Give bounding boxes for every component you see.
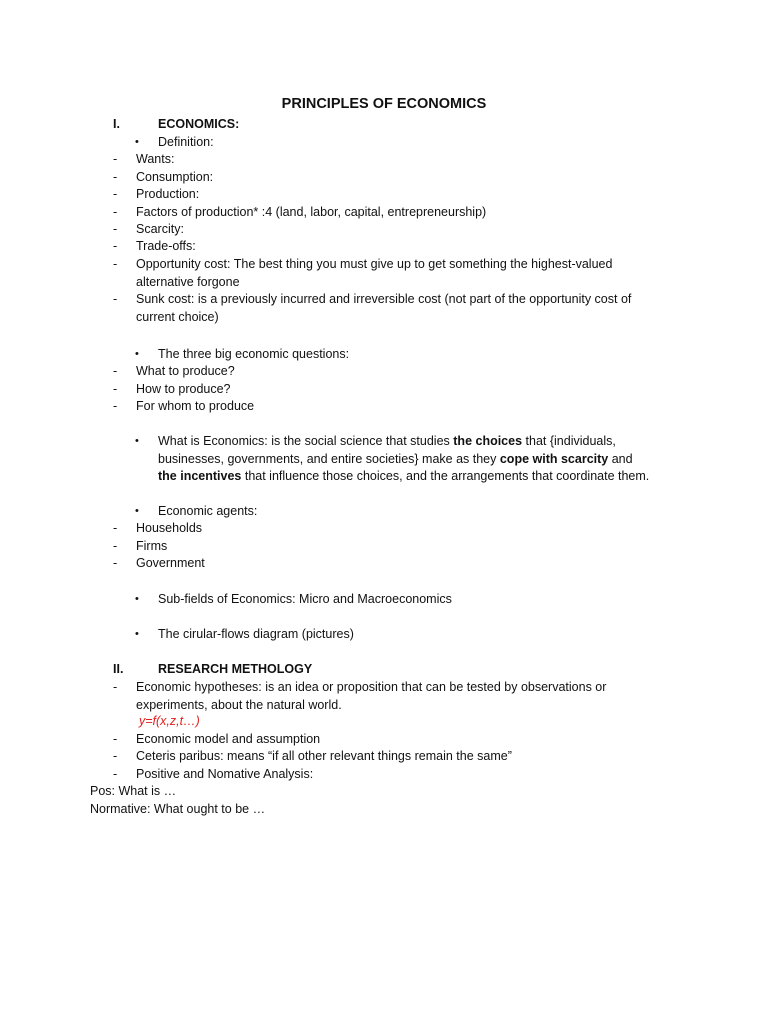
section-1-number: I. [113, 117, 120, 131]
dash-marker: - [113, 521, 118, 535]
list-item: Opportunity cost: The best thing you must give up to get something the highest-valued alternative forgone [136, 257, 613, 289]
dash-marker: - [113, 399, 118, 413]
list-item: Trade-offs: [136, 239, 196, 253]
dash-marker: - [113, 382, 118, 396]
dash-marker: - [113, 239, 118, 253]
list-item: Firms [136, 539, 168, 553]
bullet-economic-agents: Economic agents: [158, 504, 258, 518]
list-item: How to produce? [136, 382, 231, 396]
dash-marker: - [113, 152, 118, 166]
dash-marker: - [113, 187, 118, 201]
list-item: Scarcity: [136, 222, 184, 236]
dash-marker: - [113, 364, 118, 378]
dash-marker: - [113, 539, 118, 553]
bullet-icon: • [135, 348, 139, 360]
dash-marker: - [113, 767, 118, 781]
dash-marker: - [113, 170, 118, 184]
list-item: Government [136, 556, 205, 570]
formula-text: y=f(x,z,t…) [139, 714, 200, 728]
bullet-what-is-economics: What is Economics: is the social science that studies the choices that {individuals, businesses, governments, and entire societies} make as they cope with scarcity and the incentives that influence those choices, and the arrangements that coordinate them. [158, 434, 650, 483]
dash-marker: - [113, 222, 118, 236]
section-2-title: RESEARCH METHOLOGY [158, 662, 313, 676]
list-item: Positive and Nomative Analysis: [136, 767, 314, 781]
bullet-icon: • [135, 435, 139, 447]
list-item: Factors of production* :4 (land, labor, capital, entrepreneurship) [136, 205, 487, 219]
list-item: For whom to produce [136, 399, 255, 413]
dash-marker: - [113, 205, 118, 219]
list-item: Economic model and assumption [136, 732, 321, 746]
list-item: Wants: [136, 152, 175, 166]
list-item: Sunk cost: is a previously incurred and irreversible cost (not part of the opportunity cost of current choice) [136, 292, 632, 324]
list-item: Consumption: [136, 170, 214, 184]
bullet-circular-flows: The cirular-flows diagram (pictures) [158, 627, 354, 641]
dash-marker: - [113, 292, 118, 306]
bullet-icon: • [135, 628, 139, 640]
bullet-sub-fields: Sub-fields of Economics: Micro and Macroeconomics [158, 592, 452, 606]
positive-line: Pos: What is … [90, 784, 177, 798]
section-2-number: II. [113, 662, 124, 676]
section-1-title: ECONOMICS: [158, 117, 240, 131]
bullet-icon: • [135, 505, 139, 517]
dash-marker: - [113, 749, 118, 763]
list-item: Production: [136, 187, 200, 201]
normative-line: Normative: What ought to be … [90, 802, 266, 816]
list-item: What to produce? [136, 364, 235, 378]
bullet-definition: Definition: [158, 135, 214, 149]
dash-marker: - [113, 732, 118, 746]
list-item: Ceteris paribus: means “if all other relevant things remain the same” [136, 749, 512, 763]
dash-marker: - [113, 257, 118, 271]
bullet-icon: • [135, 136, 139, 148]
list-item: Households [136, 521, 203, 535]
dash-marker: - [113, 556, 118, 570]
bullet-three-questions: The three big economic questions: [158, 347, 350, 361]
dash-marker: - [113, 680, 118, 694]
bullet-icon: • [135, 593, 139, 605]
list-item: Economic hypotheses: is an idea or proposition that can be tested by observations or experiments, about the natural world. [136, 680, 607, 712]
page-title: PRINCIPLES OF ECONOMICS [281, 96, 487, 112]
